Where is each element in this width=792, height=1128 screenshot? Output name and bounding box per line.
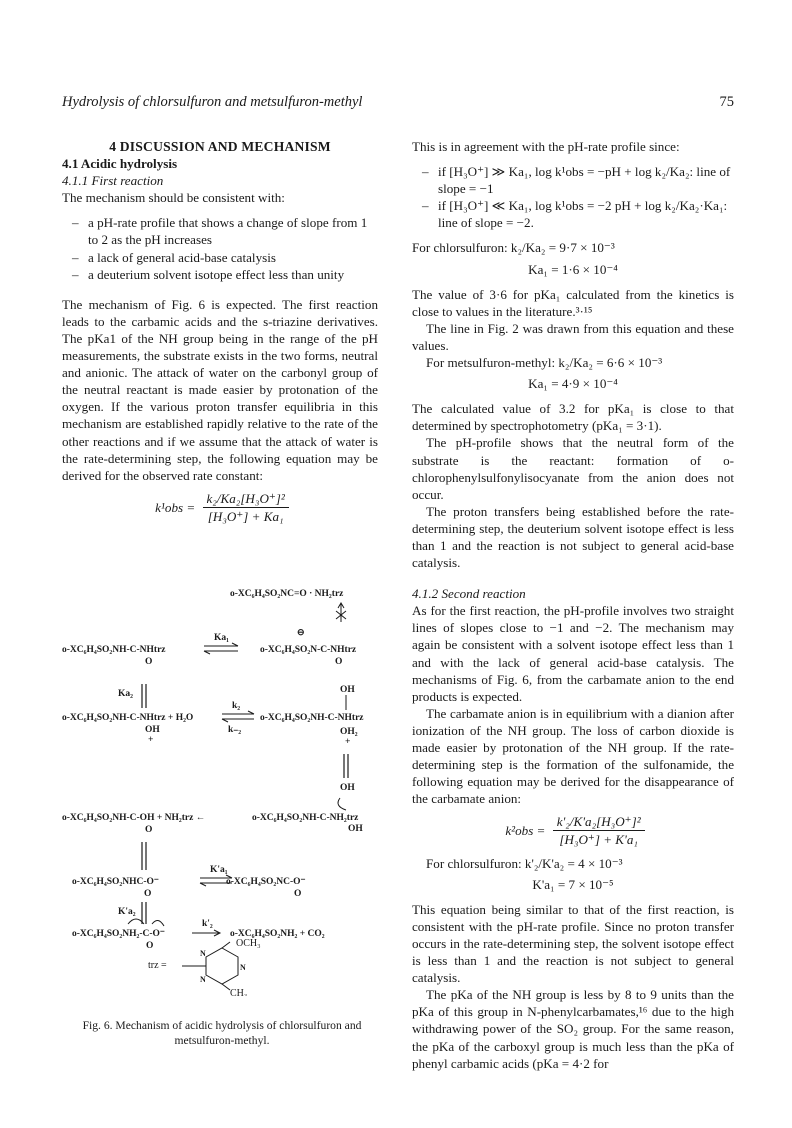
paragraph: The pKa of the NH group is less by 8 to 9 units than the pKa of this group in N-phenylcarbamates,¹⁶ due to the high withdrawing power of the SO₂ group. For the same reason, the pKa of the carboxyl group is much less than the pKa of phenyl carbamic acids (pKa = 4·2 for <box>412 987 734 1071</box>
chlorsulfuron-kprime-a1: K'a₁ = 7 × 10⁻⁵ <box>532 876 614 892</box>
nitrogen-label: N <box>200 975 206 984</box>
list-item: – a deuterium solvent isotope effect less than unity <box>62 266 378 283</box>
paragraph: The proton transfers being established before the rate-determining step, the deuterium solvent isotope effect is less than 1 and the reaction is not subject to general acid-base catalysis. <box>412 503 734 571</box>
oxygen-label: O <box>294 889 302 899</box>
subsection-heading: 4.1 Acidic hydrolysis <box>62 156 178 172</box>
list-item: – if [H₃O⁺] ≫ Ka₁, log k¹obs = −pH + log k₂/Ka₂: line of slope = −1 <box>412 163 734 197</box>
protonated-form-label: o-XC₆H₄SO₂NH-C-NHtrz + H₂O <box>62 713 194 723</box>
zwitterion-label: o-XC₆H₄SO₂NH₂-C-O⁻ <box>72 929 165 939</box>
oxygen-label: O <box>145 657 153 667</box>
section-heading: 4 DISCUSSION AND MECHANISM <box>109 139 331 154</box>
rate-equation <box>62 490 378 525</box>
oxygen-label: O <box>146 941 154 951</box>
paragraph: The calculated value of 3.2 for pKa₁ is close to that determined by spectrophotometry (pKa₁ = 3·1). <box>412 401 734 434</box>
charge-plus: + <box>345 737 351 747</box>
hydroxyl-label: OH <box>348 824 363 834</box>
methyl-label: CH₃ <box>230 988 248 996</box>
equation-denominator: [H₃O⁺] + Ka₁ <box>207 508 284 524</box>
mechanism-paragraph: The mechanism of Fig. 6 is expected. The first reaction leads to the carbamic acids and the s-triazine derivatives. The pKa1 of the NH group being in the range of the pH measurements, the substrate exists in the two forms, neutral and anionic. The attack of water on the carbonyl group of the neutral reactant is made easier by protonation of the oxygen. If the various proton transfer equilibria in this mechanism are established rapidly relative to the rate of the other reactions and if we assume that the attack of water is the rate-determining step, the following equation may be derived for the observed rate constant: <box>62 296 378 483</box>
paragraph: The pH-profile shows that the neutral form of the substrate is the reactant: formation of o-chlorophenylsulfonylisocyanate from the anion does not occur. <box>412 435 734 502</box>
anion-form-label: o-XC₆H₄SO₂N-C-NHtrz <box>260 645 357 655</box>
anion-charge: ⊖ <box>297 627 305 637</box>
tetrahedral-adduct-label: o-XC₆H₄SO₂NH-C-NHtrz <box>260 713 364 723</box>
products-label: o-XC₆H₄SO₂NH₂ + CO₂ <box>230 929 325 939</box>
oxygen-label: O <box>145 825 153 835</box>
page-number: 75 <box>719 94 734 110</box>
figure-caption: Fig. 6. Mechanism of acidic hydrolysis of chlorsulfuron and metsulfuron-methyl. <box>82 1019 362 1047</box>
hydroxyl-label: OH <box>340 783 355 793</box>
chlorsulfuron-constant-2: For chlorsulfuron: k'₂/K'a₂ = 4 × 10⁻³ <box>426 855 623 871</box>
equation-lhs: k²obs = <box>505 823 546 839</box>
trz-definition-label: trz = <box>148 960 167 971</box>
hydroxyl-label: OH <box>340 685 355 695</box>
k2-label: k₂ <box>232 701 241 711</box>
carbamic-acid-label: o-XC₆H₄SO₂NH-C-OH + NH₂trz ← <box>62 813 206 823</box>
list-item: – if [H₃O⁺] ≪ Ka₁, log k¹obs = −2 pH + log k₂/Ka₂·Ka₁: line of slope = −2. <box>412 197 734 231</box>
equation-numerator: k₂/Ka₂[H₃O⁺]² <box>203 490 289 508</box>
carbamate-label: o-XC₆H₄SO₂NHC-O⁻ <box>72 877 159 887</box>
right-column <box>412 138 734 1072</box>
hydroxyl-label: OH <box>145 725 160 735</box>
paragraph: As for the first reaction, the pH-profile involves two straight lines of slopes close to −1 and −2. The mechanism may again be consistent with a solvent isotope effect less than 1 and with the lack of general acid-base catalysis. The mechanisms of Fig. 6, from the carbamate anion to the end products is expected. <box>412 603 734 704</box>
dianion-label: o-XC₆H₄SO₂NC-O⁻ <box>226 877 306 887</box>
paragraph: The carbamate anion is in equilibrium with a dianion after ionization of the NH group. The loss of carbon dioxide is made easier by protonation of the NH group. If the rate-determining step is the formation of the sulfonamide, the following equation may be derived for the disappearance of the carbamate anion: <box>412 705 734 807</box>
agreement-text: This is in agreement with the pH-rate profile since: <box>412 139 680 154</box>
equation-denominator: [H₃O⁺] + K'a₁ <box>559 832 638 848</box>
nitrogen-label: N <box>240 963 246 972</box>
equation-lhs: k¹obs = <box>155 499 196 515</box>
charge-plus: + <box>148 735 154 745</box>
nitrogen-label: N <box>200 949 206 958</box>
rate-equation-2 <box>412 813 734 848</box>
paragraph: The value of 3·6 for pKa₁ calculated from the kinetics is close to values in the literature.³·¹⁵ <box>412 286 734 319</box>
intro-text: The mechanism should be consistent with: <box>62 190 285 206</box>
criteria-list <box>62 214 378 282</box>
oxygen-label: O <box>144 889 152 899</box>
paragraph: This equation being similar to that of the first reaction, is consistent with the pH-rate profile. Since no proton transfer occurs in the rate-determining step, the solvent isotope effect is less than 1 and the reaction is not subject to general catalysis. <box>412 901 734 986</box>
metsulfuron-constant: For metsulfuron-methyl: k₂/Ka₂ = 6·6 × 10⁻³ <box>426 355 663 371</box>
neutral-form-label: o-XC₆H₄SO₂NH-C-NHtrz <box>62 645 166 655</box>
subsubsection-heading: 4.1.2 Second reaction <box>412 586 526 602</box>
equation-numerator: k'₂/K'a₂[H₃O⁺]² <box>553 813 645 831</box>
kprime-2-label: k'₂ <box>202 919 213 929</box>
mechanism-figure <box>62 584 382 996</box>
paragraph: The line in Fig. 2 was drawn from this equation and these values. <box>412 320 734 353</box>
chlorsulfuron-ka1: Ka₁ = 1·6 × 10⁻⁴ <box>528 261 618 277</box>
isocyanate-label: o-XC₆H₄SO₂NC=O · NH₂trz <box>230 589 344 599</box>
triazine-ring-icon <box>182 942 238 990</box>
list-item: – a pH-rate profile that shows a change of slope from 1 to 2 as the pH increases <box>62 214 378 248</box>
slope-conditions-list <box>412 163 734 231</box>
ka1-label: Ka₁ <box>214 633 229 643</box>
kprime-a1-label: K'a₁ <box>210 865 228 875</box>
kprime-a2-label: K'a₂ <box>118 907 136 917</box>
k-minus2-label: k₋₂ <box>228 725 242 735</box>
methoxy-label: OCH₃ <box>236 938 261 949</box>
left-column <box>62 138 378 525</box>
subsubsection-heading: 4.1.1 First reaction <box>62 173 164 189</box>
metsulfuron-ka1: Ka₁ = 4·9 × 10⁻⁴ <box>528 376 618 392</box>
running-header-title: Hydrolysis of chlorsulfuron and metsulfuron-methyl <box>62 94 363 110</box>
intermediate-label: o-XC₆H₄SO₂NH-C-NH₂trz <box>252 813 359 823</box>
chlorsulfuron-constant: For chlorsulfuron: k₂/Ka₂ = 9·7 × 10⁻³ <box>412 240 615 256</box>
oxygen-label: O <box>335 657 343 667</box>
ka2-label: Ka₂ <box>118 689 133 699</box>
water-ligand-label: OH₂ <box>340 727 358 737</box>
list-item: – a lack of general acid-base catalysis <box>62 249 378 266</box>
